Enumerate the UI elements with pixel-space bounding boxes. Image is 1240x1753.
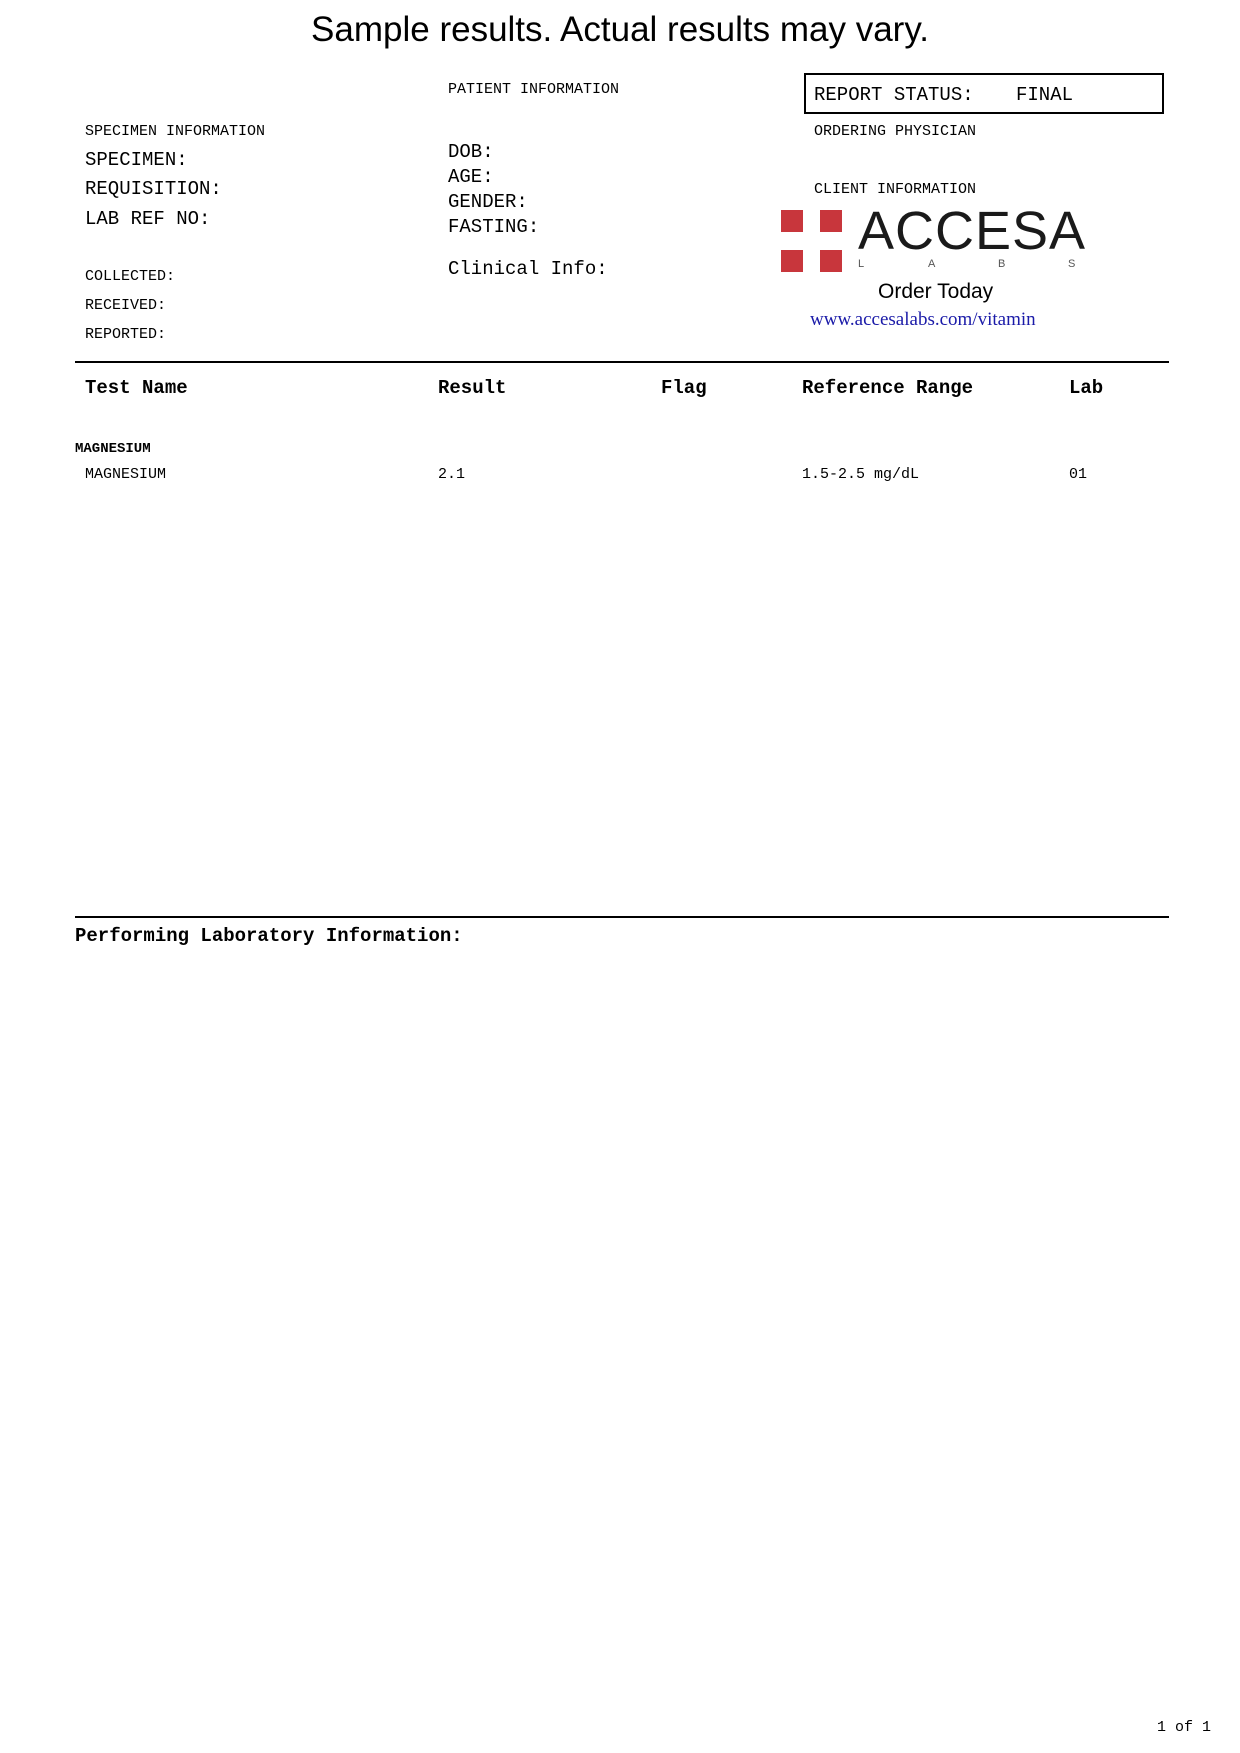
order-url-link[interactable]: www.accesalabs.com/vitamin xyxy=(810,309,1036,330)
age-label: AGE: xyxy=(448,166,494,188)
reported-label: REPORTED: xyxy=(85,326,167,343)
logo-square-top-left xyxy=(781,210,803,232)
col-header-flag: Flag xyxy=(661,377,707,399)
lab-ref-no-label: LAB REF NO: xyxy=(85,208,211,230)
order-today-text: Order Today xyxy=(878,280,994,303)
report-status-label: REPORT STATUS: xyxy=(814,84,974,106)
logo-sub-letter: B xyxy=(998,258,1006,270)
footer-divider xyxy=(75,916,1169,918)
col-header-result: Result xyxy=(438,377,507,399)
header-divider xyxy=(75,361,1169,363)
patient-info-heading: PATIENT INFORMATION xyxy=(448,81,620,98)
performing-lab-heading: Performing Laboratory Information: xyxy=(75,925,463,947)
specimen-label: SPECIMEN: xyxy=(85,149,188,171)
fasting-label: FASTING: xyxy=(448,216,540,238)
collected-label: COLLECTED: xyxy=(85,268,176,285)
logo-sub-letter: A xyxy=(928,258,936,270)
logo-square-top-right xyxy=(820,210,842,232)
logo-square-bottom-right xyxy=(820,250,842,272)
page-number: 1 of 1 xyxy=(1157,1719,1212,1736)
row-test-name: MAGNESIUM xyxy=(85,466,167,483)
client-info-heading: CLIENT INFORMATION xyxy=(814,181,977,198)
logo-sub-letter: S xyxy=(1068,258,1076,270)
logo-wordmark: ACCESA xyxy=(858,201,1087,261)
gender-label: GENDER: xyxy=(448,191,528,213)
received-label: RECEIVED: xyxy=(85,297,167,314)
col-header-test-name: Test Name xyxy=(85,377,188,399)
specimen-info-heading: SPECIMEN INFORMATION xyxy=(85,123,266,140)
logo-sub-letter: L xyxy=(858,258,865,270)
clinical-info-label: Clinical Info: xyxy=(448,258,608,280)
col-header-lab: Lab xyxy=(1069,377,1104,399)
sample-disclaimer-banner: Sample results. Actual results may vary. xyxy=(311,10,929,49)
logo-square-bottom-left xyxy=(781,250,803,272)
test-group-name: MAGNESIUM xyxy=(75,441,151,457)
col-header-reference-range: Reference Range xyxy=(802,377,974,399)
row-reference-range: 1.5-2.5 mg/dL xyxy=(802,466,920,483)
dob-label: DOB: xyxy=(448,141,494,163)
report-status-value: FINAL xyxy=(1016,84,1074,106)
requisition-label: REQUISITION: xyxy=(85,178,222,200)
row-lab: 01 xyxy=(1069,466,1088,483)
ordering-physician-heading: ORDERING PHYSICIAN xyxy=(814,123,977,140)
row-result: 2.1 xyxy=(438,466,466,483)
